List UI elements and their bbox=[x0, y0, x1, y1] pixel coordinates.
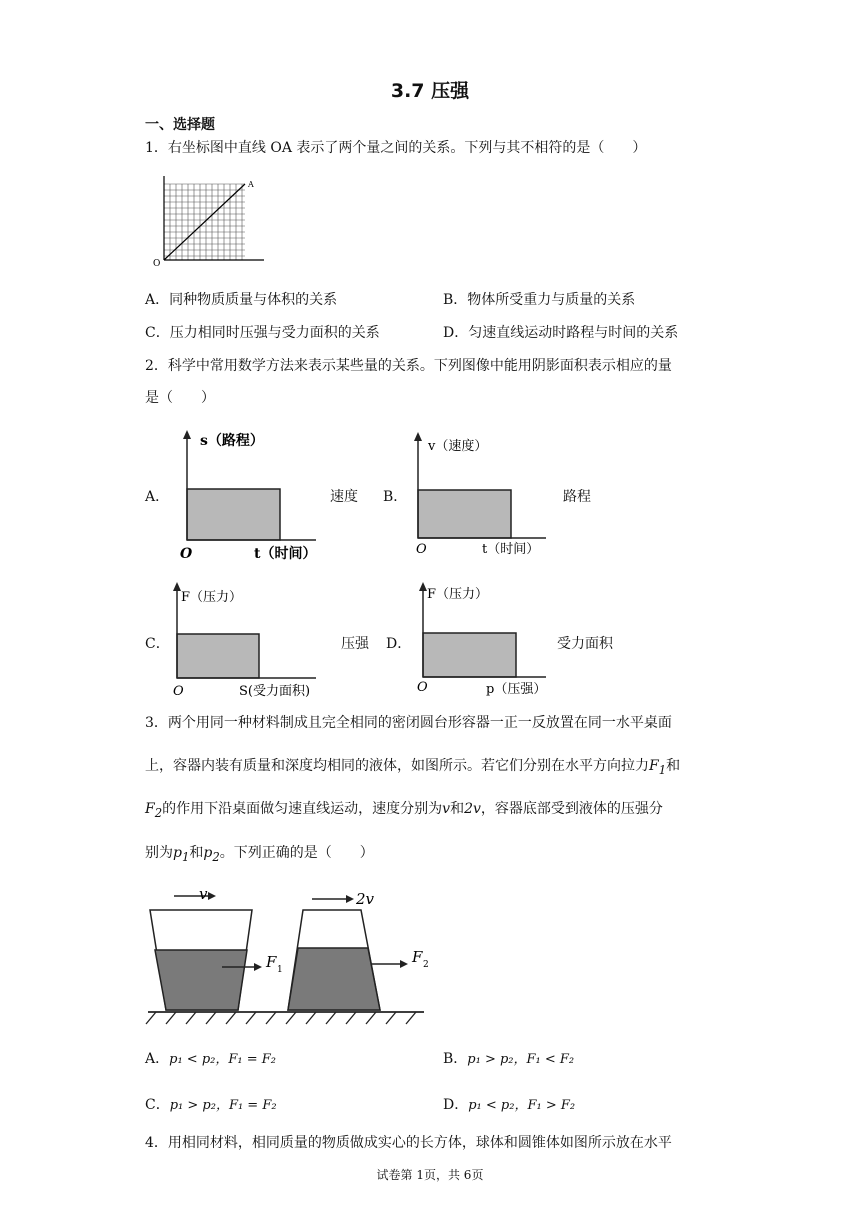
q2-b-y-label: v（速度） bbox=[428, 439, 488, 454]
page-footer: 试卷第 1页，共 6页 bbox=[376, 1168, 484, 1182]
q2-a-letter: A． bbox=[145, 489, 170, 505]
q2-d-answer: 受力面积 bbox=[557, 636, 613, 652]
q2-stem-line2: 是（ ） bbox=[145, 390, 215, 406]
q2-c-y-label: F（压力） bbox=[181, 590, 243, 605]
q2-a-shaded-area bbox=[187, 489, 280, 540]
q2-c-graph bbox=[166, 580, 336, 702]
q1-origin-label: O bbox=[153, 259, 161, 268]
q2-c-x-label: S(受力面积) bbox=[239, 684, 311, 699]
q2-d-x-label: p（压强） bbox=[486, 682, 547, 697]
container-1-liquid bbox=[155, 950, 247, 1010]
q3-option-d: D．p₁ < p₂，F₁ > F₂ bbox=[443, 1097, 576, 1113]
q3-containers-figure bbox=[142, 878, 432, 1028]
q2-b-graph bbox=[408, 430, 558, 560]
page-title: 3.7 压强 bbox=[390, 80, 470, 102]
q3-line2: 上，容器内装有质量和深度均相同的液体，如图所示。若它们分别在水平方向拉力$F_1$和 bbox=[145, 758, 681, 777]
q2-d-y-label: F（压力） bbox=[427, 587, 489, 602]
section-heading: 一、选择题 bbox=[145, 117, 215, 133]
q1-option-a: A．同种物质质量与体积的关系 bbox=[145, 292, 338, 308]
f1-label: F bbox=[266, 953, 277, 971]
q2-b-shaded-area bbox=[418, 490, 511, 538]
q2-a-y-label: s（路程） bbox=[200, 433, 264, 449]
q2-c-origin: O bbox=[173, 684, 184, 699]
q2-b-origin: O bbox=[416, 542, 427, 557]
q2-c-shaded-area bbox=[177, 634, 259, 678]
v-label: v bbox=[199, 885, 208, 903]
q2-a-answer: 速度 bbox=[330, 489, 358, 505]
q2-d-origin: O bbox=[417, 680, 428, 695]
ground-hatching bbox=[146, 1012, 416, 1024]
q2-stem-line1: 2．科学中常用数学方法来表示某些量的关系。下列图像中能用阴影面积表示相应的量 bbox=[145, 358, 672, 374]
q2-d-graph bbox=[413, 580, 553, 698]
q1-a-label: A bbox=[248, 180, 254, 189]
q3-line4: 别为$p_1$和$p_2$。下列正确的是（ ） bbox=[145, 845, 374, 864]
q4-line1: 4．用相同材料，相同质量的物质做成实心的长方体，球体和圆锥体如图所示放在水平 bbox=[145, 1135, 672, 1151]
q2-b-x-label: t（时间） bbox=[482, 542, 540, 557]
q2-a-origin: O bbox=[180, 546, 193, 562]
q1-option-d: D．匀速直线运动时路程与时间的关系 bbox=[443, 325, 679, 341]
q3-option-b: B．p₁ > p₂，F₁ < F₂ bbox=[443, 1051, 575, 1067]
q2-c-answer: 压强 bbox=[341, 636, 369, 652]
container-2-liquid bbox=[288, 948, 380, 1010]
q2-d-shaded-area bbox=[423, 633, 516, 677]
q2-a-x-label: t（时间） bbox=[254, 546, 317, 562]
q2-b-letter: B． bbox=[383, 489, 408, 505]
2v-label: 2v bbox=[356, 890, 375, 908]
f1-subscript: 1 bbox=[277, 965, 283, 975]
q1-stem: 1．右坐标图中直线 OA 表示了两个量之间的关系。下列与其不相符的是（ ） bbox=[145, 140, 647, 156]
q2-a-graph bbox=[176, 428, 336, 564]
q2-d-letter: D． bbox=[386, 636, 412, 652]
q3-option-c: C．p₁ > p₂，F₁ = F₂ bbox=[145, 1097, 277, 1113]
q3-option-a: A．p₁ < p₂，F₁ = F₂ bbox=[145, 1051, 276, 1067]
q1-option-b: B．物体所受重力与质量的关系 bbox=[443, 292, 636, 308]
f2-subscript: 2 bbox=[423, 960, 429, 970]
q3-line3: $F_2$的作用下沿桌面做匀速直线运动，速度分别为v和2v，容器底部受到液体的压强分 bbox=[145, 801, 663, 820]
q2-b-answer: 路程 bbox=[563, 489, 591, 505]
q1-option-c: C．压力相同时压强与受力面积的关系 bbox=[145, 325, 380, 341]
f2-label: F bbox=[412, 948, 423, 966]
q3-line1: 3．两个用同一种材料制成且完全相同的密闭圆台形容器一正一反放置在同一水平桌面 bbox=[145, 715, 672, 731]
q1-graph bbox=[150, 172, 270, 268]
q2-c-letter: C． bbox=[145, 636, 170, 652]
